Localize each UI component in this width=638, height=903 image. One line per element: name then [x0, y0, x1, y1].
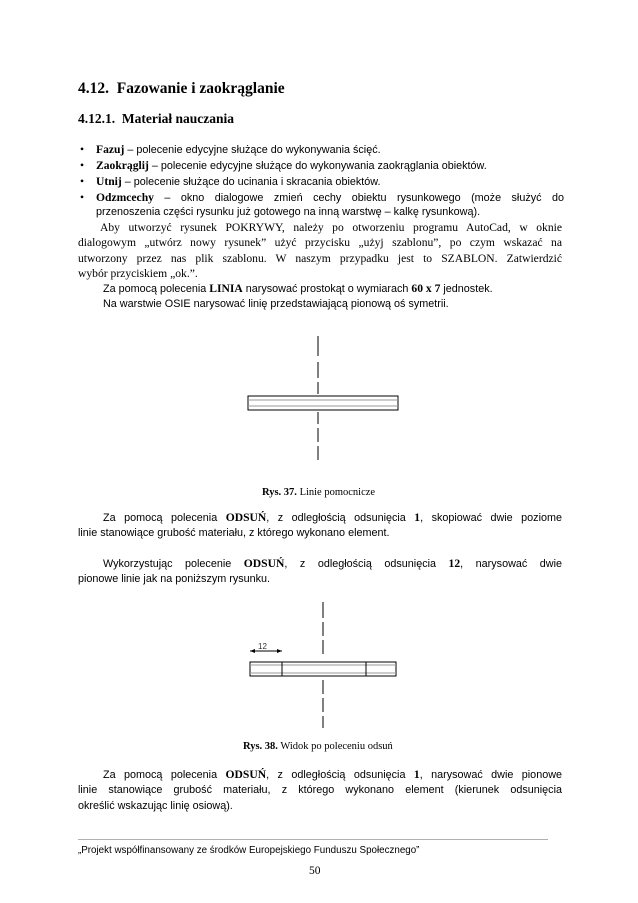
- paragraph-line: wybór przyciskiem „ok.”.: [78, 267, 198, 281]
- command-name: ODSUŃ: [225, 511, 267, 524]
- text: , z odległością odsunięcia: [266, 769, 414, 781]
- bullet-item-odzmcechy: [78, 190, 564, 222]
- command-name: ODSUŃ: [225, 768, 267, 781]
- figure-label: Rys. 37.: [262, 487, 297, 498]
- figure-caption-text: Linie pomocnicze: [296, 487, 376, 498]
- subsection-title: Materiał nauczania: [121, 111, 234, 126]
- text: , z odległością odsunięcia: [266, 512, 415, 524]
- subsection-heading: [78, 111, 234, 127]
- paragraph-osie: Na warstwie OSIE narysować linię przedstawiającą pionową oś symetrii.: [103, 298, 449, 310]
- text: Za pomocą polecenia: [103, 283, 210, 295]
- figure-37-caption: [262, 487, 375, 498]
- bullet-icon: •: [80, 159, 85, 172]
- text: , narysować dwie pionowe: [419, 769, 563, 781]
- paragraph-line: linie stanowiące grubość materiału, z którego wykonano element.: [78, 527, 390, 540]
- footer-text: „Projekt współfinansowany ze środków Europejskiego Funduszu Społecznego”: [78, 845, 420, 856]
- figure-label: Rys. 38.: [243, 741, 278, 752]
- bullet-icon: •: [80, 175, 85, 188]
- figure-38-caption: [243, 741, 393, 752]
- dimension-arrow: [277, 649, 282, 653]
- bullet-text: – polecenie edycyjne służące do wykonywania ścięć.: [124, 144, 381, 156]
- dimension-arrow: [250, 649, 255, 653]
- section-title: Fazowanie i zaokrąglanie: [116, 80, 285, 97]
- paragraph-line: utworzony przez nas plik szablonu. W naszym przypadku jest to SZABLON. Zatwierdzić: [78, 251, 562, 265]
- bullet-term: Fazuj: [96, 143, 125, 156]
- paragraph-odsun-1b: [78, 767, 562, 814]
- bullet-term: Odzmcechy: [96, 191, 154, 204]
- page-number: 50: [309, 865, 321, 877]
- footer-divider: [78, 839, 548, 840]
- command-name: ODSUŃ: [243, 557, 285, 570]
- command-name: LINIA: [209, 282, 243, 295]
- figure-38-drawing: [240, 596, 410, 736]
- figure-caption-text: Widok po poleceniu odsuń: [277, 741, 393, 752]
- paragraph-line: określić wskazując linię osiową).: [78, 799, 233, 812]
- section-number: 4.12.: [78, 80, 109, 97]
- bullet-text: – polecenie służące do ucinania i skracania obiektów.: [121, 176, 381, 188]
- text: Za pomocą polecenia: [103, 512, 226, 524]
- text: Wykorzystując polecenie: [103, 558, 244, 570]
- figure-37-drawing: [237, 328, 407, 468]
- text: , z odległością odsunięcia: [284, 558, 449, 570]
- dimension-label: 12: [258, 642, 267, 651]
- paragraph-odsun-1: [78, 510, 562, 542]
- text: narysować prostokąt o wymiarach: [242, 283, 412, 295]
- paragraph-line: pionowe linie jak na poniższym rysunku.: [78, 573, 271, 586]
- text: , narysować dwie: [460, 558, 563, 570]
- paragraph-odsun-12: [78, 556, 562, 588]
- bullet-icon: •: [80, 191, 85, 204]
- text: Za pomocą polecenia: [103, 769, 226, 781]
- value: 1: [413, 768, 420, 781]
- rectangle-outline: [248, 396, 398, 410]
- bullet-text: – okno dialogowe zmień cechy obiektu rysunkowego (może służyć do: [153, 192, 564, 204]
- subsection-number: 4.12.1.: [78, 111, 116, 126]
- paragraph-line: dialogowym „utwórz nowy rysunek” użyć przycisku „użyj szablonu”, po czym wskazać na: [78, 236, 562, 250]
- text: jednostek.: [440, 283, 493, 295]
- rectangle-outline: [250, 662, 396, 676]
- bullet-text: – polecenie edycyjne służące do wykonywania zaokrąglania obiektów.: [148, 160, 487, 172]
- dimensions: 60 x 7: [411, 282, 441, 295]
- value: 12: [448, 557, 461, 570]
- paragraph-linia: [103, 281, 493, 297]
- text: , skopiować dwie poziome: [420, 512, 562, 524]
- bullet-text-cont: przenoszenia części rysunku już gotowego na inną warstwę – kalkę rysunkową).: [96, 206, 481, 218]
- value: 1: [414, 511, 421, 524]
- bullet-icon: •: [80, 143, 85, 156]
- paragraph-line: Aby utworzyć rysunek POKRYWY, należy po otworzeniu programu AutoCad, w oknie: [100, 221, 562, 234]
- section-heading: [78, 80, 285, 98]
- paragraph-template: [78, 220, 562, 282]
- bullet-term: Utnij: [96, 175, 122, 188]
- bullet-term: Zaokrąglij: [96, 159, 149, 172]
- paragraph-line: linie stanowiące grubość materiału, z którego wykonano element (kierunek odsunięcia: [78, 784, 562, 797]
